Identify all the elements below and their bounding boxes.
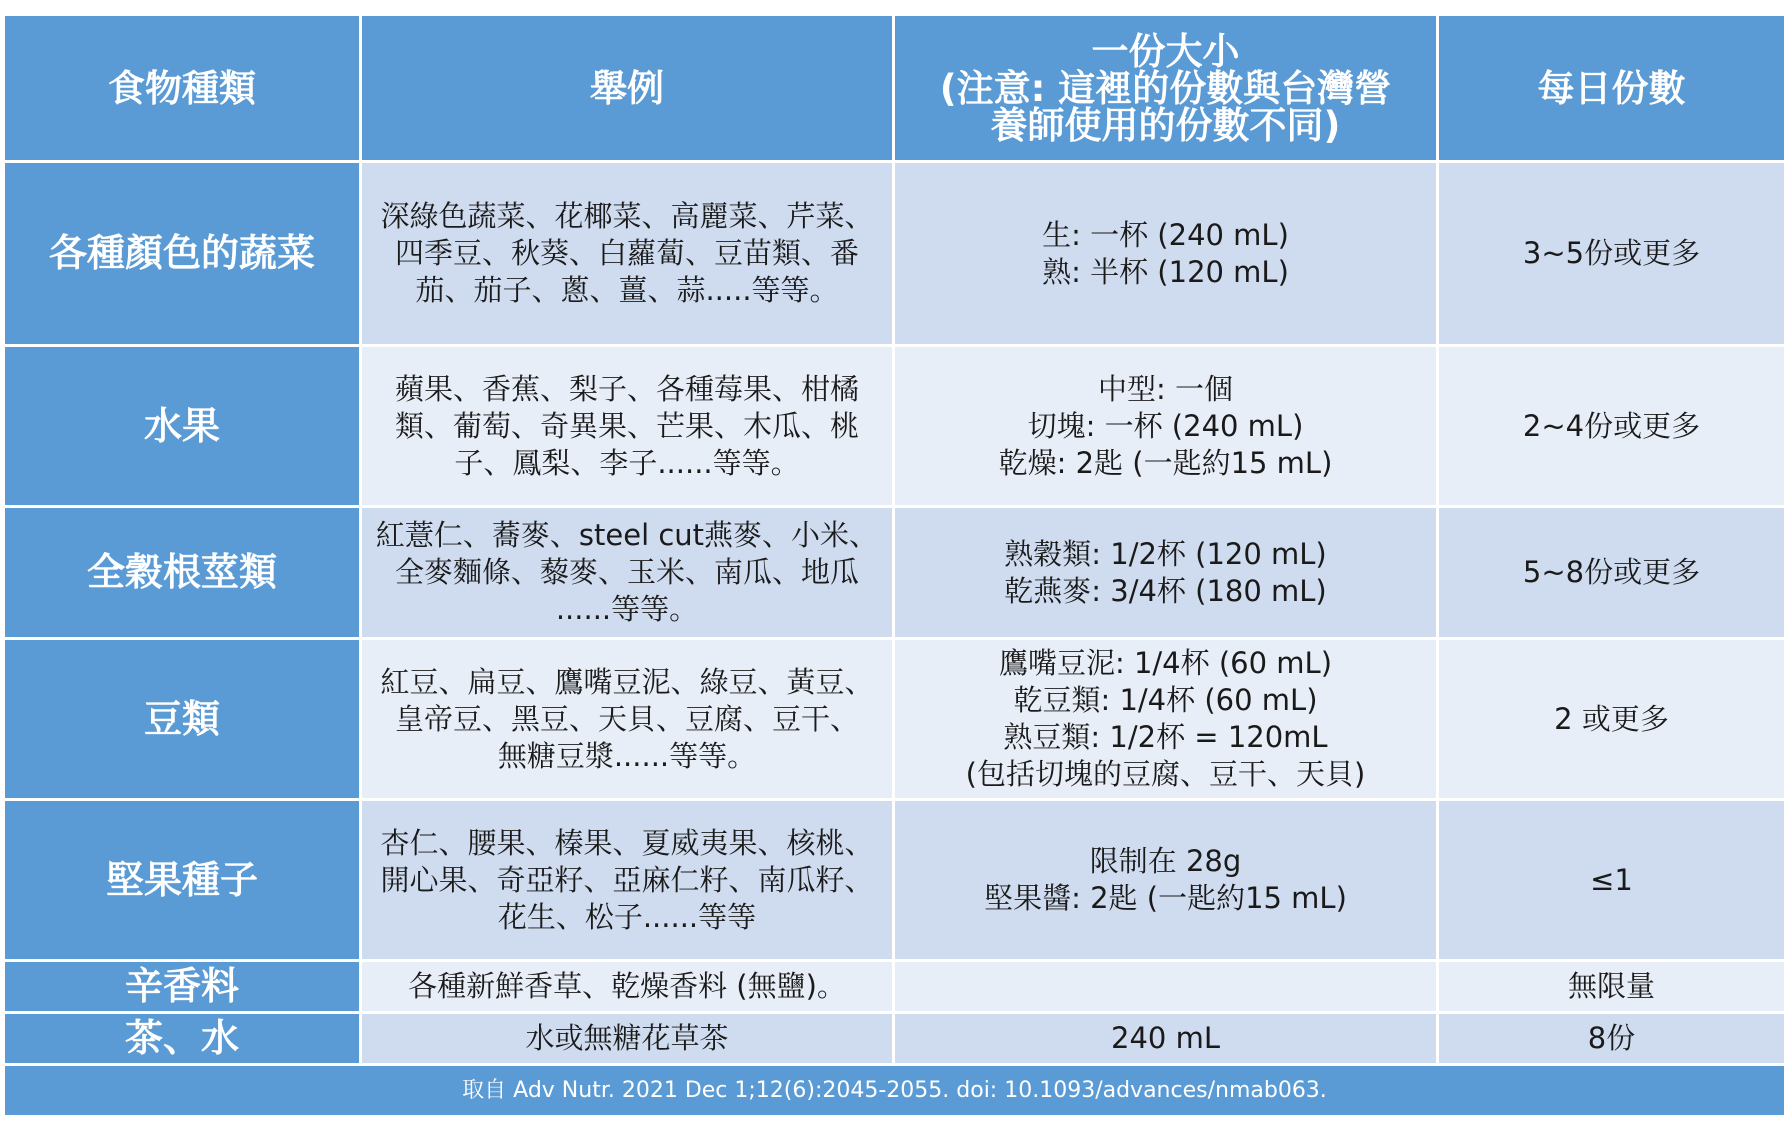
row-category: 各種顏色的蔬菜	[4, 162, 361, 346]
examples-line: 四季豆、秋葵、白蘿蔔、豆苗類、番	[394, 236, 859, 270]
row-category: 茶、水	[4, 1013, 361, 1065]
examples-line: 花生、松子......等等	[497, 899, 757, 934]
table-footer-row	[4, 1065, 1785, 1117]
source-citation: 取自 Adv Nutr. 2021 Dec 1;12(6):2045-2055. doi: 10.1093/advances/nmab063.	[4, 1065, 1785, 1117]
serving-line: (包括切塊的豆腐、豆干、天貝)	[965, 757, 1366, 791]
examples-line: 無糖豆漿......等等。	[497, 738, 757, 773]
table-row	[4, 800, 1785, 961]
header-serving-line: 養師使用的份數不同)	[990, 103, 1341, 147]
examples-line: 類、葡萄、奇異果、芒果、木瓜、桃	[394, 408, 859, 443]
row-daily: 2 或更多	[1438, 639, 1785, 800]
row-category: 豆類	[4, 639, 361, 800]
row-category: 全穀根莖類	[4, 507, 361, 639]
row-daily: 無限量	[1438, 961, 1785, 1013]
row-category: 水果	[4, 346, 361, 507]
row-serving	[894, 507, 1438, 639]
examples-line: 皇帝豆、黑豆、天貝、豆腐、豆干、	[394, 701, 859, 736]
examples-line: 開心果、奇亞籽、亞麻仁籽、南瓜籽、	[380, 862, 874, 897]
table-row	[4, 162, 1785, 346]
row-serving	[894, 961, 1438, 1013]
row-daily: 2~4份或更多	[1438, 346, 1785, 507]
table-header-row	[4, 15, 1785, 162]
row-serving	[894, 162, 1438, 346]
examples-line: 紅薏仁、蕎麥、steel cut燕麥、小米、	[375, 518, 879, 552]
serving-line: 熟豆類: 1/2杯 = 120mL	[1003, 720, 1328, 754]
header-daily-servings: 每日份數	[1438, 15, 1785, 162]
examples-line: 深綠色蔬菜、花椰菜、高麗菜、芹菜、	[380, 199, 874, 233]
table-row	[4, 507, 1785, 639]
examples-line: ......等等。	[555, 592, 699, 626]
examples-line: 水或無糖花草茶	[525, 1021, 729, 1055]
examples-line: 茄、茄子、蔥、薑、蒜.....等等。	[415, 273, 839, 307]
examples-line: 全麥麵條、藜麥、玉米、南瓜、地瓜	[394, 555, 859, 589]
row-serving	[894, 346, 1438, 507]
row-examples	[361, 507, 894, 639]
row-examples	[361, 1013, 894, 1065]
examples-line: 杏仁、腰果、榛果、夏威夷果、核桃、	[380, 825, 874, 860]
serving-line: 乾豆類: 1/4杯 (60 mL)	[1013, 683, 1318, 717]
header-examples: 舉例	[361, 15, 894, 162]
row-daily: 8份	[1438, 1013, 1785, 1065]
row-category: 辛香料	[4, 961, 361, 1013]
header-category: 食物種類	[4, 15, 361, 162]
examples-line: 各種新鮮香草、乾燥香料 (無鹽)。	[408, 969, 846, 1003]
row-examples	[361, 800, 894, 961]
row-daily: 3~5份或更多	[1438, 162, 1785, 346]
examples-line: 子、鳳梨、李子......等等。	[454, 445, 800, 480]
serving-line: 乾燕麥: 3/4杯 (180 mL)	[1004, 573, 1327, 608]
row-examples	[361, 961, 894, 1013]
serving-line: 切塊: 一杯 (240 mL)	[1027, 408, 1304, 443]
row-serving	[894, 639, 1438, 800]
header-serving-size	[894, 15, 1438, 162]
serving-line: 乾燥: 2匙 (一匙約15 mL)	[998, 445, 1333, 480]
row-examples	[361, 346, 894, 507]
serving-line: 中型: 一個	[1098, 371, 1233, 406]
examples-line: 紅豆、扁豆、鷹嘴豆泥、綠豆、黃豆、	[380, 664, 874, 699]
serving-line: 生: 一杯 (240 mL)	[1042, 217, 1289, 252]
header-serving-line: 一份大小	[1091, 29, 1240, 73]
row-daily: 5~8份或更多	[1438, 507, 1785, 639]
row-serving	[894, 1013, 1438, 1065]
row-examples	[361, 639, 894, 800]
table-row	[4, 346, 1785, 507]
table-row	[4, 961, 1785, 1013]
serving-line: 熟: 半杯 (120 mL)	[1042, 254, 1289, 289]
serving-line: 堅果醬: 2匙 (一匙約15 mL)	[984, 881, 1347, 915]
table-row	[4, 639, 1785, 800]
serving-line: 熟穀類: 1/2杯 (120 mL)	[1004, 536, 1327, 571]
food-serving-table	[2, 13, 1785, 1118]
serving-line: 鷹嘴豆泥: 1/4杯 (60 mL)	[998, 646, 1333, 680]
table-row	[4, 1013, 1785, 1065]
row-daily: ≤1	[1438, 800, 1785, 961]
serving-line: 限制在 28g	[1089, 844, 1242, 878]
examples-line: 蘋果、香蕉、梨子、各種莓果、柑橘	[394, 371, 859, 406]
row-category: 堅果種子	[4, 800, 361, 961]
header-serving-line: (注意: 這裡的份數與台灣營	[939, 66, 1392, 110]
row-serving	[894, 800, 1438, 961]
serving-line: 240 mL	[1111, 1021, 1220, 1055]
row-examples	[361, 162, 894, 346]
